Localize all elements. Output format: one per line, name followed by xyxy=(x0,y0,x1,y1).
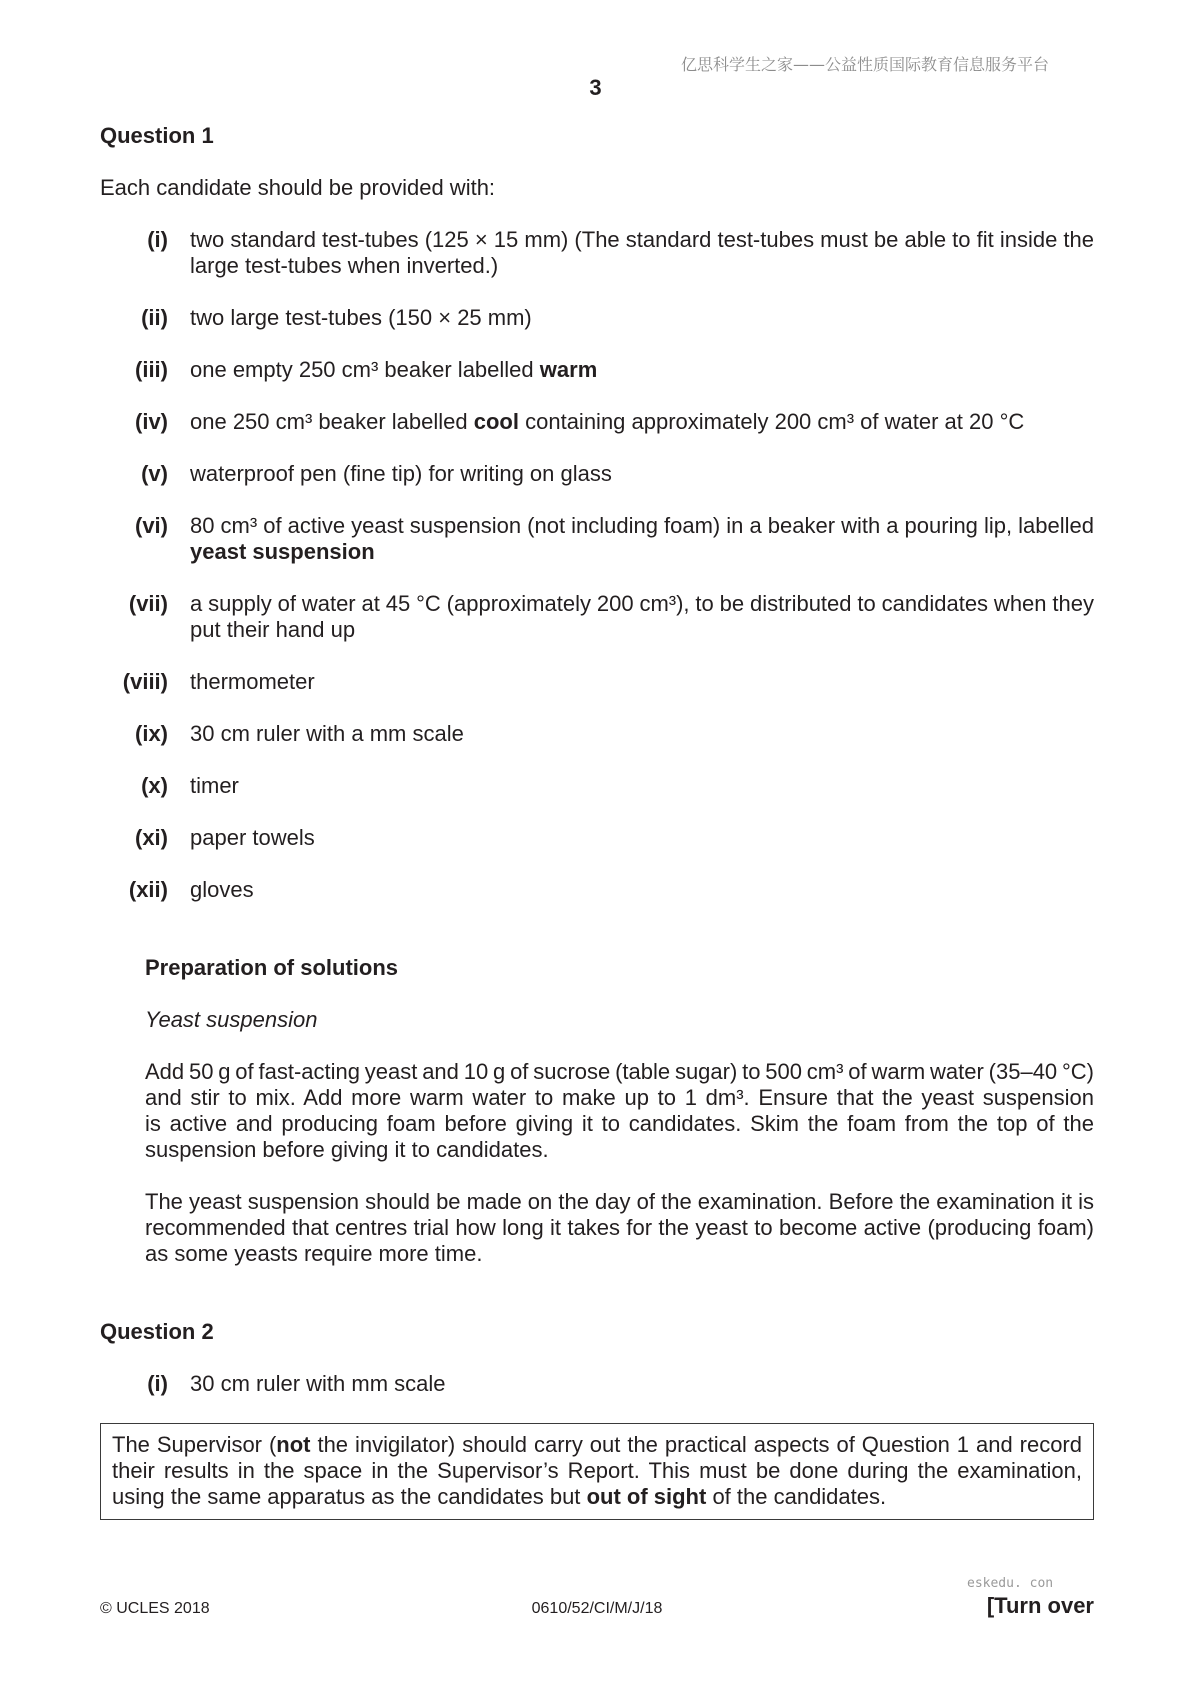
copyright-notice: © UCLES 2018 xyxy=(100,1600,210,1617)
item-text xyxy=(190,669,1094,695)
paper-code: 0610/52/CI/M/J/18 xyxy=(531,1600,663,1617)
apparatus-item xyxy=(100,669,1094,695)
preparation-paragraph xyxy=(145,1059,1094,1163)
question-1-intro: Each candidate should be provided with: xyxy=(100,175,496,200)
apparatus-list xyxy=(100,227,1094,903)
apparatus-item xyxy=(100,227,1094,279)
item-text xyxy=(190,513,1094,565)
turn-over-label: [Turn over xyxy=(986,1593,1094,1618)
item-text xyxy=(190,591,1094,643)
item-text xyxy=(190,461,1094,487)
notice-text-run: the invigilator) should carry out the practical aspects of Question 1 and record xyxy=(317,1432,1082,1457)
item-label: (vi) xyxy=(135,513,168,538)
preparation-section xyxy=(145,955,1094,1267)
item-text-line: 30 cm ruler with a mm scale xyxy=(190,721,464,746)
header-watermark: 亿思科学生之家——公益性质国际教育信息服务平台 xyxy=(681,55,1050,74)
notice-text-run: using the same apparatus as the candidates but xyxy=(112,1484,581,1509)
item-label: (ix) xyxy=(135,721,168,746)
apparatus-item xyxy=(100,1371,1094,1397)
apparatus-item xyxy=(100,305,1094,331)
item-text xyxy=(190,357,1094,383)
item-bold-label: warm xyxy=(539,357,598,382)
item-text-line xyxy=(190,357,1094,383)
item-text-run: one empty 250 cm³ beaker labelled xyxy=(190,357,534,382)
question-1-heading: Question 1 xyxy=(100,123,214,148)
page-footer xyxy=(100,1593,1094,1622)
notice-line xyxy=(112,1432,1082,1458)
paragraph-line: and stir to mix. Add more warm water to make up to 1 dm³. Ensure that the yeast suspension xyxy=(145,1085,1094,1110)
item-label: (iv) xyxy=(135,409,168,434)
notice-bold-text: out of sight xyxy=(586,1484,707,1509)
paragraph-line: as some yeasts require more time. xyxy=(145,1241,483,1266)
item-text-line: large test-tubes when inverted.) xyxy=(190,253,499,278)
item-text-line: paper towels xyxy=(190,825,315,850)
apparatus-item xyxy=(100,877,1094,903)
paragraph-line: Add 50 g of fast-acting yeast and 10 g of sucrose (table sugar) to 500 cm³ of warm water (35–40 °C) xyxy=(145,1059,1094,1084)
notice-line: their results in the space in the Supervisor’s Report. This must be done during the examination, xyxy=(112,1458,1082,1483)
notice-text-run: The Supervisor ( xyxy=(112,1432,277,1457)
notice-line xyxy=(112,1484,1082,1510)
paragraph-line: The yeast suspension should be made on the day of the examination. Before the examination it is xyxy=(145,1189,1094,1214)
item-text xyxy=(190,227,1094,279)
preparation-subheading: Yeast suspension xyxy=(145,1007,318,1032)
supervisor-notice-box xyxy=(100,1423,1094,1520)
item-text xyxy=(190,305,1094,331)
item-text-line: thermometer xyxy=(190,669,315,694)
notice-bold-text: not xyxy=(276,1432,311,1457)
page-content xyxy=(100,123,1094,1520)
item-text-line: 30 cm ruler with mm scale xyxy=(190,1371,446,1396)
item-text-line: timer xyxy=(190,773,239,798)
item-text xyxy=(190,1371,1094,1397)
preparation-heading: Preparation of solutions xyxy=(145,955,399,980)
item-text xyxy=(190,409,1094,435)
item-text-line: waterproof pen (fine tip) for writing on glass xyxy=(190,461,612,486)
item-text-line: two standard test-tubes (125 × 15 mm) (The standard test-tubes must be able to fit inside the xyxy=(190,227,1094,252)
item-label: (x) xyxy=(141,773,168,798)
apparatus-item xyxy=(100,409,1094,435)
preparation-paragraph xyxy=(145,1189,1094,1267)
item-text-run: one 250 cm³ beaker labelled xyxy=(190,409,468,434)
apparatus-item xyxy=(100,591,1094,643)
apparatus-item xyxy=(100,721,1094,747)
item-text-line xyxy=(190,409,1094,435)
paragraph-line: is active and producing foam before giving it to candidates. Skim the foam from the top of the xyxy=(145,1111,1094,1136)
paragraph-line: recommended that centres trial how long it takes for the yeast to become active (producing foam) xyxy=(145,1215,1094,1240)
notice-text-run: of the candidates. xyxy=(712,1484,887,1509)
apparatus-item xyxy=(100,773,1094,799)
apparatus-item xyxy=(100,461,1094,487)
apparatus-item xyxy=(100,513,1094,565)
apparatus-item xyxy=(100,357,1094,383)
item-bold-label: cool xyxy=(473,409,519,434)
item-text-line: 80 cm³ of active yeast suspension (not including foam) in a beaker with a pouring lip, labelled xyxy=(190,513,1094,538)
item-label: (vii) xyxy=(128,591,168,616)
item-text-run: containing approximately 200 cm³ of water at 20 °C xyxy=(525,409,1025,434)
item-label: (xi) xyxy=(135,825,168,850)
item-label: (viii) xyxy=(122,669,168,694)
item-bold-label: yeast suspension xyxy=(190,539,375,564)
site-watermark: eskedu. con xyxy=(967,1576,1054,1591)
item-label: (xii) xyxy=(128,877,168,902)
page-number: 3 xyxy=(589,75,602,100)
item-label: (ii) xyxy=(141,305,168,330)
apparatus-item xyxy=(100,825,1094,851)
item-label: (i) xyxy=(147,227,168,252)
item-label: (iii) xyxy=(135,357,168,382)
paragraph-line: suspension before giving it to candidates. xyxy=(145,1137,549,1162)
question-2-heading: Question 2 xyxy=(100,1319,214,1344)
item-text xyxy=(190,773,1094,799)
item-text-line xyxy=(190,539,1094,565)
item-text xyxy=(190,825,1094,851)
item-label: (v) xyxy=(141,461,168,486)
item-text xyxy=(190,721,1094,747)
item-text-line: two large test-tubes (150 × 25 mm) xyxy=(190,305,532,330)
item-text xyxy=(190,877,1094,903)
item-text-line: put their hand up xyxy=(190,617,356,642)
item-text-line: a supply of water at 45 °C (approximately 200 cm³), to be distributed to candidates when they xyxy=(190,591,1094,616)
item-label: (i) xyxy=(147,1371,168,1396)
item-text-line: gloves xyxy=(190,877,254,902)
question-2-list xyxy=(100,1371,1094,1397)
